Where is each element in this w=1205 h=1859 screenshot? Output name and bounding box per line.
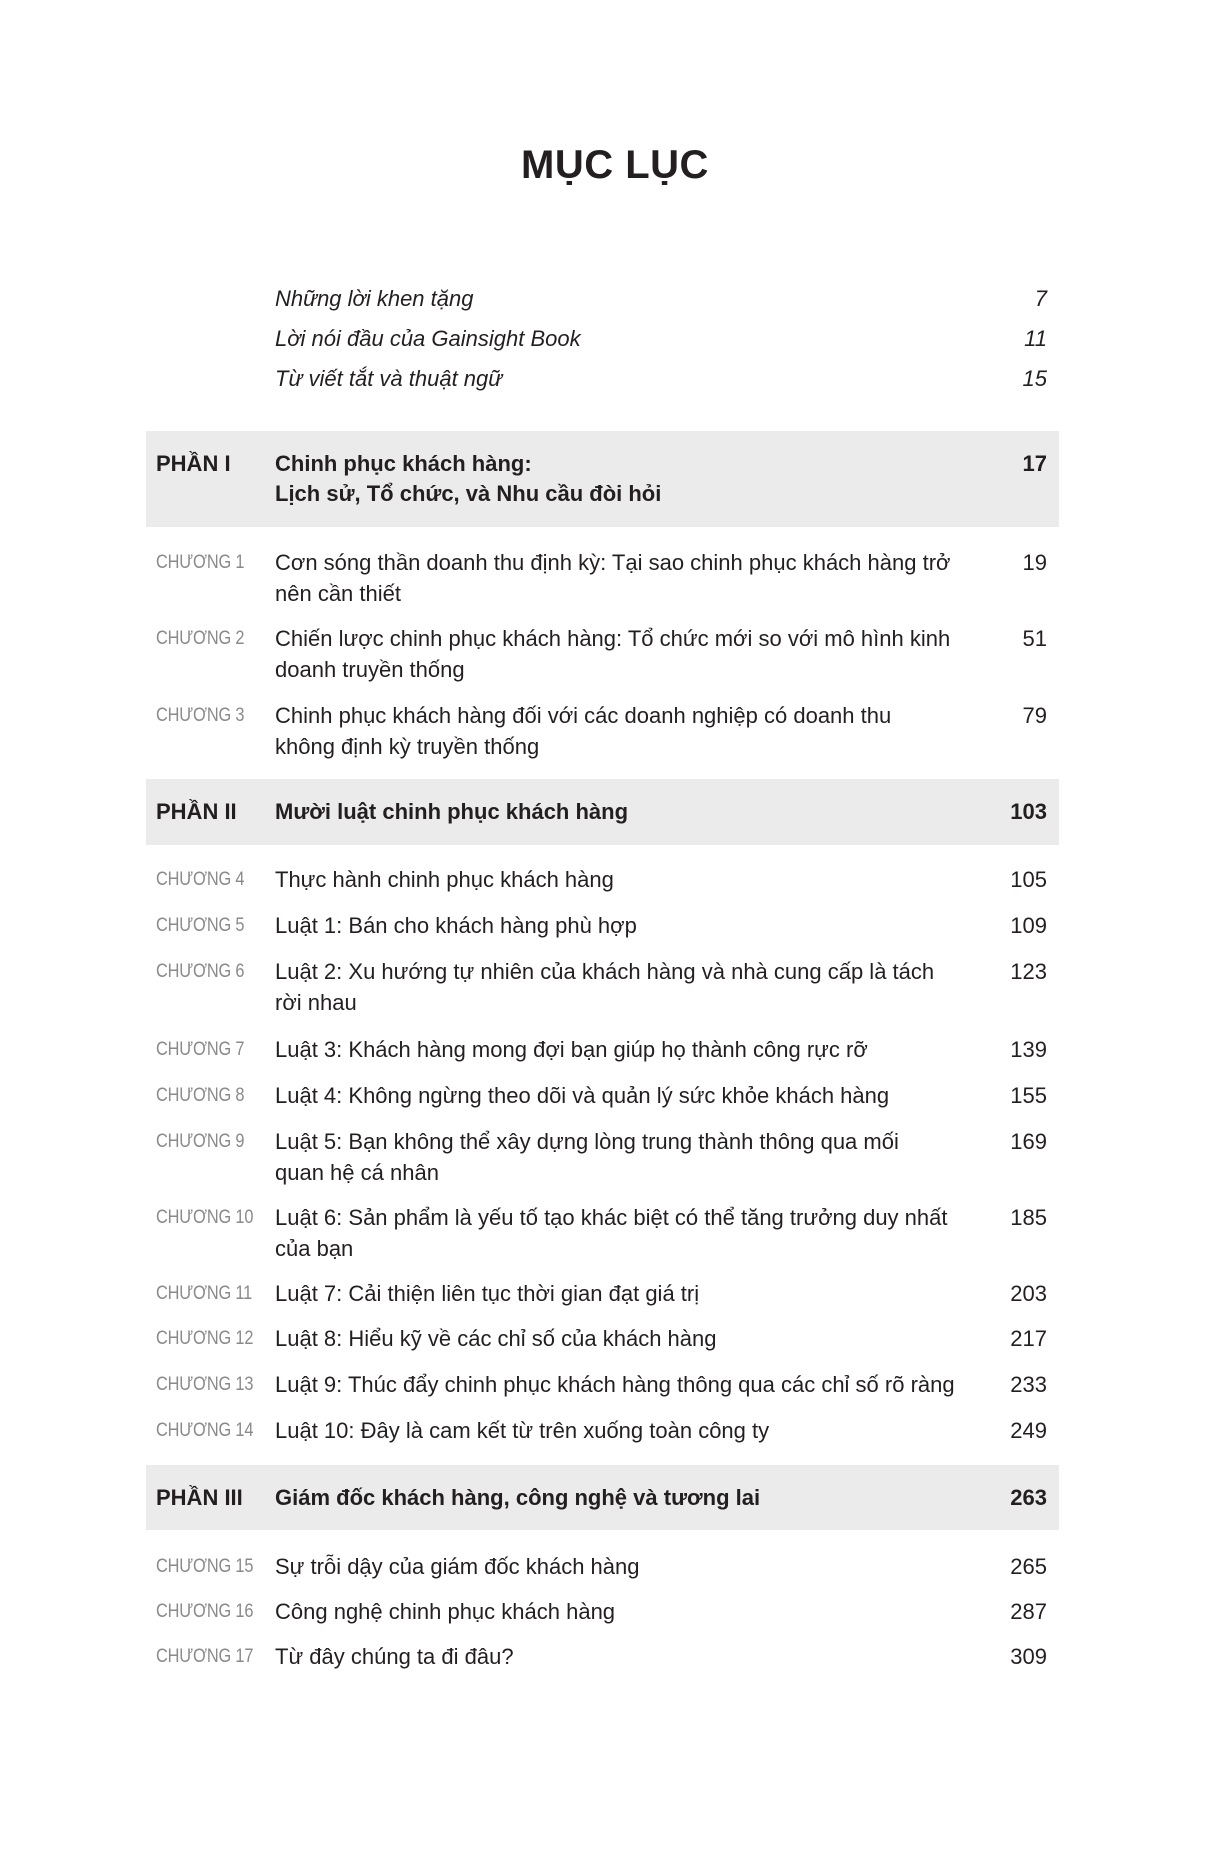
chapter-title — [275, 910, 637, 941]
front-matter-title: Từ viết tắt và thuật ngữ — [275, 366, 503, 391]
chapter-row-3 — [0, 700, 1205, 759]
chapter-page-number: 233 — [1010, 1372, 1047, 1397]
chapter-title-line: Từ đây chúng ta đi đâu? — [275, 1644, 514, 1669]
chapter-title-line: Chiến lược chinh phục khách hàng: Tổ chức mới so với mô hình kinh — [275, 626, 951, 651]
chapter-row-13 — [0, 1369, 1205, 1400]
chapter-title-line: Luật 5: Bạn không thể xây dựng lòng trung thành thông qua mối — [275, 1129, 899, 1154]
chapter-page-number: 249 — [1010, 1418, 1047, 1443]
chapter-label: CHƯƠNG 16 — [156, 1601, 254, 1622]
part-label: PHẦN III — [156, 1485, 243, 1510]
chapter-title — [275, 547, 950, 609]
chapter-row-16 — [0, 1596, 1205, 1627]
chapter-title-line: Luật 2: Xu hướng tự nhiên của khách hàng và nhà cung cấp là tách — [275, 959, 935, 984]
chapter-page-number: 51 — [1022, 626, 1047, 651]
chapter-title — [275, 864, 614, 895]
chapter-page-number: 79 — [1022, 703, 1047, 728]
part-header-1 — [146, 431, 1059, 527]
part-title-line: Mười luật chinh phục khách hàng — [275, 799, 629, 824]
chapter-title — [275, 1080, 889, 1111]
chapter-page-number: 139 — [1010, 1037, 1047, 1062]
part-page-number: 17 — [1022, 451, 1047, 476]
part-title — [275, 1483, 760, 1513]
chapter-label: CHƯƠNG 12 — [156, 1328, 254, 1349]
chapter-title — [275, 1323, 716, 1354]
part-title-line: Lịch sử, Tổ chức, và Nhu cầu đòi hỏi — [275, 481, 662, 506]
front-matter-item-1 — [0, 283, 1205, 314]
chapter-row-5 — [0, 910, 1205, 941]
chapter-label: CHƯƠNG 14 — [156, 1420, 254, 1441]
chapter-title-line: doanh truyền thống — [275, 657, 465, 682]
chapter-label: CHƯƠNG 17 — [156, 1646, 254, 1667]
chapter-title-line: Luật 4: Không ngừng theo dõi và quản lý sức khỏe khách hàng — [275, 1083, 890, 1108]
chapter-row-2 — [0, 623, 1205, 682]
chapter-row-6 — [0, 956, 1205, 1015]
part-page-number: 263 — [1010, 1485, 1047, 1510]
chapter-title — [275, 623, 950, 685]
chapter-label: CHƯƠNG 4 — [156, 869, 245, 890]
chapter-row-11 — [0, 1278, 1205, 1309]
chapter-title — [275, 1641, 514, 1672]
chapter-row-9 — [0, 1126, 1205, 1185]
chapter-title-line: Luật 1: Bán cho khách hàng phù hợp — [275, 913, 637, 938]
chapter-label: CHƯƠNG 11 — [156, 1283, 253, 1304]
chapter-row-1 — [0, 547, 1205, 606]
chapter-page-number: 105 — [1010, 867, 1047, 892]
chapter-title-line: Chinh phục khách hàng đối với các doanh nghiệp có doanh thu — [275, 703, 892, 728]
chapter-title — [275, 1034, 868, 1065]
chapter-page-number: 185 — [1010, 1205, 1047, 1230]
part-label: PHẦN II — [156, 799, 237, 824]
chapter-title — [275, 1126, 899, 1188]
chapter-title-line: của bạn — [275, 1236, 354, 1261]
chapter-row-17 — [0, 1641, 1205, 1672]
part-title — [275, 449, 661, 509]
front-matter-title: Lời nói đầu của Gainsight Book — [275, 326, 581, 351]
chapter-title-line: quan hệ cá nhân — [275, 1160, 439, 1185]
chapter-label: CHƯƠNG 13 — [156, 1374, 254, 1395]
chapter-row-10 — [0, 1202, 1205, 1261]
chapter-row-12 — [0, 1323, 1205, 1354]
chapter-label: CHƯƠNG 9 — [156, 1131, 245, 1152]
part-label: PHẦN I — [156, 451, 231, 476]
chapter-title-line: Luật 3: Khách hàng mong đợi bạn giúp họ thành công rực rỡ — [275, 1037, 868, 1062]
chapter-page-number: 287 — [1010, 1599, 1047, 1624]
chapter-row-4 — [0, 864, 1205, 895]
chapter-row-7 — [0, 1034, 1205, 1065]
chapter-title-line: nên cần thiết — [275, 581, 401, 606]
chapter-title-line: Luật 7: Cải thiện liên tục thời gian đạt giá trị — [275, 1281, 700, 1306]
chapter-label: CHƯƠNG 6 — [156, 961, 245, 982]
chapter-label: CHƯƠNG 7 — [156, 1039, 245, 1060]
part-title-line: Giám đốc khách hàng, công nghệ và tương lai — [275, 1485, 761, 1510]
front-matter-item-3 — [0, 363, 1205, 394]
front-matter-page-number: 7 — [1034, 286, 1047, 311]
chapter-title — [275, 956, 934, 1018]
part-header-2 — [146, 779, 1059, 845]
chapter-label: CHƯƠNG 8 — [156, 1085, 245, 1106]
chapter-page-number: 155 — [1010, 1083, 1047, 1108]
chapter-title-line: rời nhau — [275, 990, 357, 1015]
chapter-page-number: 203 — [1010, 1281, 1047, 1306]
chapter-title-line: Sự trỗi dậy của giám đốc khách hàng — [275, 1554, 640, 1579]
chapter-label: CHƯƠNG 2 — [156, 628, 245, 649]
front-matter-item-2 — [0, 323, 1205, 354]
chapter-title — [275, 1551, 640, 1582]
chapter-title — [275, 1415, 769, 1446]
chapter-title — [275, 1202, 947, 1264]
chapter-title-line: Luật 8: Hiểu kỹ về các chỉ số của khách hàng — [275, 1326, 717, 1351]
chapter-page-number: 123 — [1010, 959, 1047, 984]
front-matter-title: Những lời khen tặng — [275, 286, 474, 311]
chapter-title-line: Thực hành chinh phục khách hàng — [275, 867, 614, 892]
chapter-page-number: 309 — [1010, 1644, 1047, 1669]
chapter-label: CHƯƠNG 10 — [156, 1207, 254, 1228]
part-header-3 — [146, 1465, 1059, 1530]
chapter-label: CHƯƠNG 1 — [156, 552, 245, 573]
chapter-title-line: Cơn sóng thần doanh thu định kỳ: Tại sao chinh phục khách hàng trở — [275, 550, 951, 575]
chapter-title-line: Luật 9: Thúc đẩy chinh phục khách hàng thông qua các chỉ số rõ ràng — [275, 1372, 955, 1397]
chapter-label: CHƯƠNG 5 — [156, 915, 245, 936]
page-title: MỤC LỤC — [521, 143, 709, 187]
chapter-title-line: Luật 6: Sản phẩm là yếu tố tạo khác biệt có thể tăng trưởng duy nhất — [275, 1205, 948, 1230]
chapter-page-number: 109 — [1010, 913, 1047, 938]
chapter-title-line: Công nghệ chinh phục khách hàng — [275, 1599, 616, 1624]
chapter-label: CHƯƠNG 15 — [156, 1556, 254, 1577]
front-matter-page-number: 11 — [1024, 326, 1047, 351]
chapter-row-15 — [0, 1551, 1205, 1582]
chapter-page-number: 217 — [1010, 1326, 1047, 1351]
chapter-title — [275, 700, 891, 762]
chapter-title-line: Luật 10: Đây là cam kết từ trên xuống toàn công ty — [275, 1418, 770, 1443]
chapter-label: CHƯƠNG 3 — [156, 705, 245, 726]
front-matter-page-number: 15 — [1022, 366, 1047, 391]
chapter-row-14 — [0, 1415, 1205, 1446]
chapter-page-number: 19 — [1022, 550, 1047, 575]
chapter-title — [275, 1278, 699, 1309]
part-page-number: 103 — [1010, 799, 1047, 824]
chapter-page-number: 169 — [1010, 1129, 1047, 1154]
chapter-title — [275, 1369, 955, 1400]
chapter-title — [275, 1596, 615, 1627]
part-title-line: Chinh phục khách hàng: — [275, 451, 532, 476]
chapter-title-line: không định kỳ truyền thống — [275, 734, 540, 759]
chapter-row-8 — [0, 1080, 1205, 1111]
part-title — [275, 797, 628, 827]
chapter-page-number: 265 — [1010, 1554, 1047, 1579]
